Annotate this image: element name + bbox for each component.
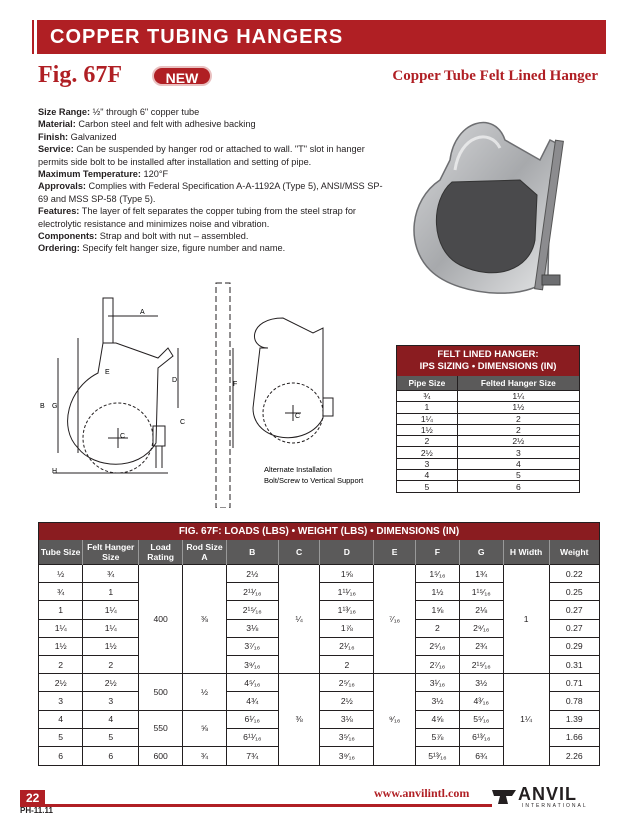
- col-rod-size: Rod Size A: [183, 540, 227, 565]
- banner-title: COPPER TUBING HANGERS: [50, 25, 344, 48]
- product-photo: [400, 100, 600, 300]
- table-row: 2 2 3⁹⁄₁₆ 2 2⁷⁄₁₆ 2¹⁵⁄₁₆ 0.31: [39, 655, 599, 673]
- ips-sizing-table: [396, 345, 580, 493]
- caption-bolt-screw: Bolt/Screw to Vertical Support: [264, 476, 364, 485]
- section-banner: [32, 20, 606, 54]
- brand-subtitle: INTERNATIONAL: [522, 803, 588, 809]
- new-badge: NEW: [152, 66, 212, 86]
- spec-approvals: Approvals: Complies with Federal Specification A-A-1192A (Type 5), ANSI/MSS SP-69 and MSS SP-58 (Type 5).: [38, 181, 383, 204]
- footer-rule: [20, 804, 492, 807]
- hanger-photo-illustration: [400, 100, 600, 300]
- label-centerline-alt: C: [295, 413, 301, 420]
- hanger-rod: [103, 298, 113, 343]
- vertical-support: [216, 283, 230, 508]
- table-row: 1 1½: [397, 402, 579, 413]
- website-link[interactable]: www.anvilintl.com: [370, 786, 473, 801]
- table-row: ½ ¾ 400 ⅜ 2½ ¼ 1⅝ ⁷⁄₁₆ 1⁵⁄₁₆ 1¾ 1 0.22: [39, 565, 599, 583]
- banner-accent: [32, 20, 37, 54]
- spec-finish: Finish: Galvanized: [38, 131, 117, 142]
- table-row: ¾ 1 2¹¹⁄₁₆ 1¹¹⁄₁₆ 1½ 1¹⁵⁄₁₆ 0.25: [39, 583, 599, 601]
- hanger-dimension-diagram: [38, 278, 398, 508]
- spec-ordering: Ordering: Specify felt hanger size, figure number and name.: [38, 243, 286, 254]
- table-row: 3 3 4¾ 2½ 3½ 4³⁄₁₆ 0.78: [39, 692, 599, 710]
- brand-wordmark: ANVIL: [518, 784, 577, 804]
- label-a: A: [140, 309, 145, 316]
- label-b: B: [40, 403, 45, 410]
- spec-service: Service: Can be suspended by hanger rod or attached to wall. "T" slot in hanger permits side bolt to be installed after installation and setting of pipe.: [38, 144, 365, 167]
- ips-table-title: FELT LINED HANGER: IPS SIZING • DIMENSIONS (IN): [397, 346, 579, 376]
- caption-alternate-installation: Alternate Installation: [264, 465, 332, 474]
- loads-table-grid: [39, 540, 599, 765]
- spec-max-temp: Maximum Temperature: 120°F: [38, 169, 169, 180]
- table-row: 1½ 2: [397, 424, 579, 435]
- figure-title: Fig. 67F: [38, 62, 122, 88]
- table-row: 1¼ 1¼ 3⅛ 1⅞ 2 2⁹⁄₁₆ 0.27: [39, 619, 599, 637]
- spec-features: Features: The layer of felt separates the copper tubing from the steel strap for electrolytic resistance and minimizes noise and vibration.: [38, 206, 356, 229]
- table-row: 3 4: [397, 458, 579, 469]
- col-felted-hanger-size: Felted Hanger Size: [457, 376, 579, 391]
- col-e: E: [374, 540, 416, 565]
- label-centerline: C: [120, 433, 126, 440]
- table-row: 5 5 6¹¹⁄₁₆ 3⁵⁄₁₆ 5⅞ 6¹³⁄₁₆ 1.66: [39, 728, 599, 746]
- table-row: 2½ 2½ 500 ½ 4⁵⁄₁₆ ⅜ 2⁵⁄₁₆ ⁹⁄₁₆ 3¹⁄₁₆ 3½ 1¼ 0.71: [39, 674, 599, 692]
- spec-size-range: Size Range: ½" through 6" copper tube: [38, 107, 200, 117]
- col-f: F: [416, 540, 460, 565]
- spec-material: Material: Carbon steel and felt with adhesive backing: [38, 119, 256, 130]
- label-g: G: [52, 403, 58, 410]
- spec-list: [38, 106, 388, 255]
- table-row: 4 4 550 ⅝ 6¹⁄₁₆ 3⅛ 4⅝ 5⁵⁄₁₆ 1.39: [39, 710, 599, 728]
- col-b: B: [226, 540, 278, 565]
- label-c: C: [180, 419, 186, 426]
- dimension-drawing: [38, 278, 398, 508]
- table-row: 2½ 3: [397, 447, 579, 458]
- table-row: 6 6 600 ¾ 7¾ 3⁹⁄₁₆ 5¹³⁄₁₆ 6¾ 2.26: [39, 746, 599, 764]
- table-row: 1½ 1½ 3⁷⁄₁₆ 2¹⁄₁₆ 2⁵⁄₁₆ 2¾ 0.29: [39, 637, 599, 655]
- loads-table-title: FIG. 67F: LOADS (LBS) • WEIGHT (LBS) • DIMENSIONS (IN): [39, 523, 599, 540]
- table-row: 1 1¼ 2¹⁵⁄₁₆ 1¹³⁄₁₆ 1⅝ 2⅛ 0.27: [39, 601, 599, 619]
- table-row: ¾ 1¼: [397, 391, 579, 402]
- table-row: 5 6: [397, 481, 579, 492]
- col-g: G: [459, 540, 503, 565]
- table-row: 2 2½: [397, 436, 579, 447]
- col-pipe-size: Pipe Size: [397, 376, 457, 391]
- ips-table-grid: [397, 376, 579, 492]
- page-number: 22: [20, 790, 45, 806]
- label-h: H: [52, 468, 58, 475]
- figure-subtitle: Copper Tube Felt Lined Hanger: [392, 68, 598, 84]
- page-code: PH-11.11: [20, 806, 53, 815]
- spec-components: Components: Strap and bolt with nut – assembled.: [38, 231, 249, 242]
- bolt-nut: [153, 426, 165, 446]
- anvil-logo-icon: [490, 784, 518, 808]
- col-tube-size: Tube Size: [39, 540, 83, 565]
- anvil-logo: [490, 782, 620, 812]
- label-d: D: [172, 377, 178, 384]
- col-load-rating: Load Rating: [139, 540, 183, 565]
- label-e: E: [105, 369, 110, 376]
- col-d: D: [320, 540, 374, 565]
- table-row: 4 5: [397, 470, 579, 481]
- table-row: 1¼ 2: [397, 413, 579, 424]
- col-felt-hanger-size: Felt Hanger Size: [83, 540, 139, 565]
- col-c: C: [278, 540, 320, 565]
- page-footer: [0, 780, 638, 826]
- figure-header: [38, 62, 598, 90]
- col-weight: Weight: [549, 540, 599, 565]
- loads-dimensions-table: [38, 522, 600, 766]
- col-h-width: H Width: [503, 540, 549, 565]
- label-f: F: [233, 381, 238, 388]
